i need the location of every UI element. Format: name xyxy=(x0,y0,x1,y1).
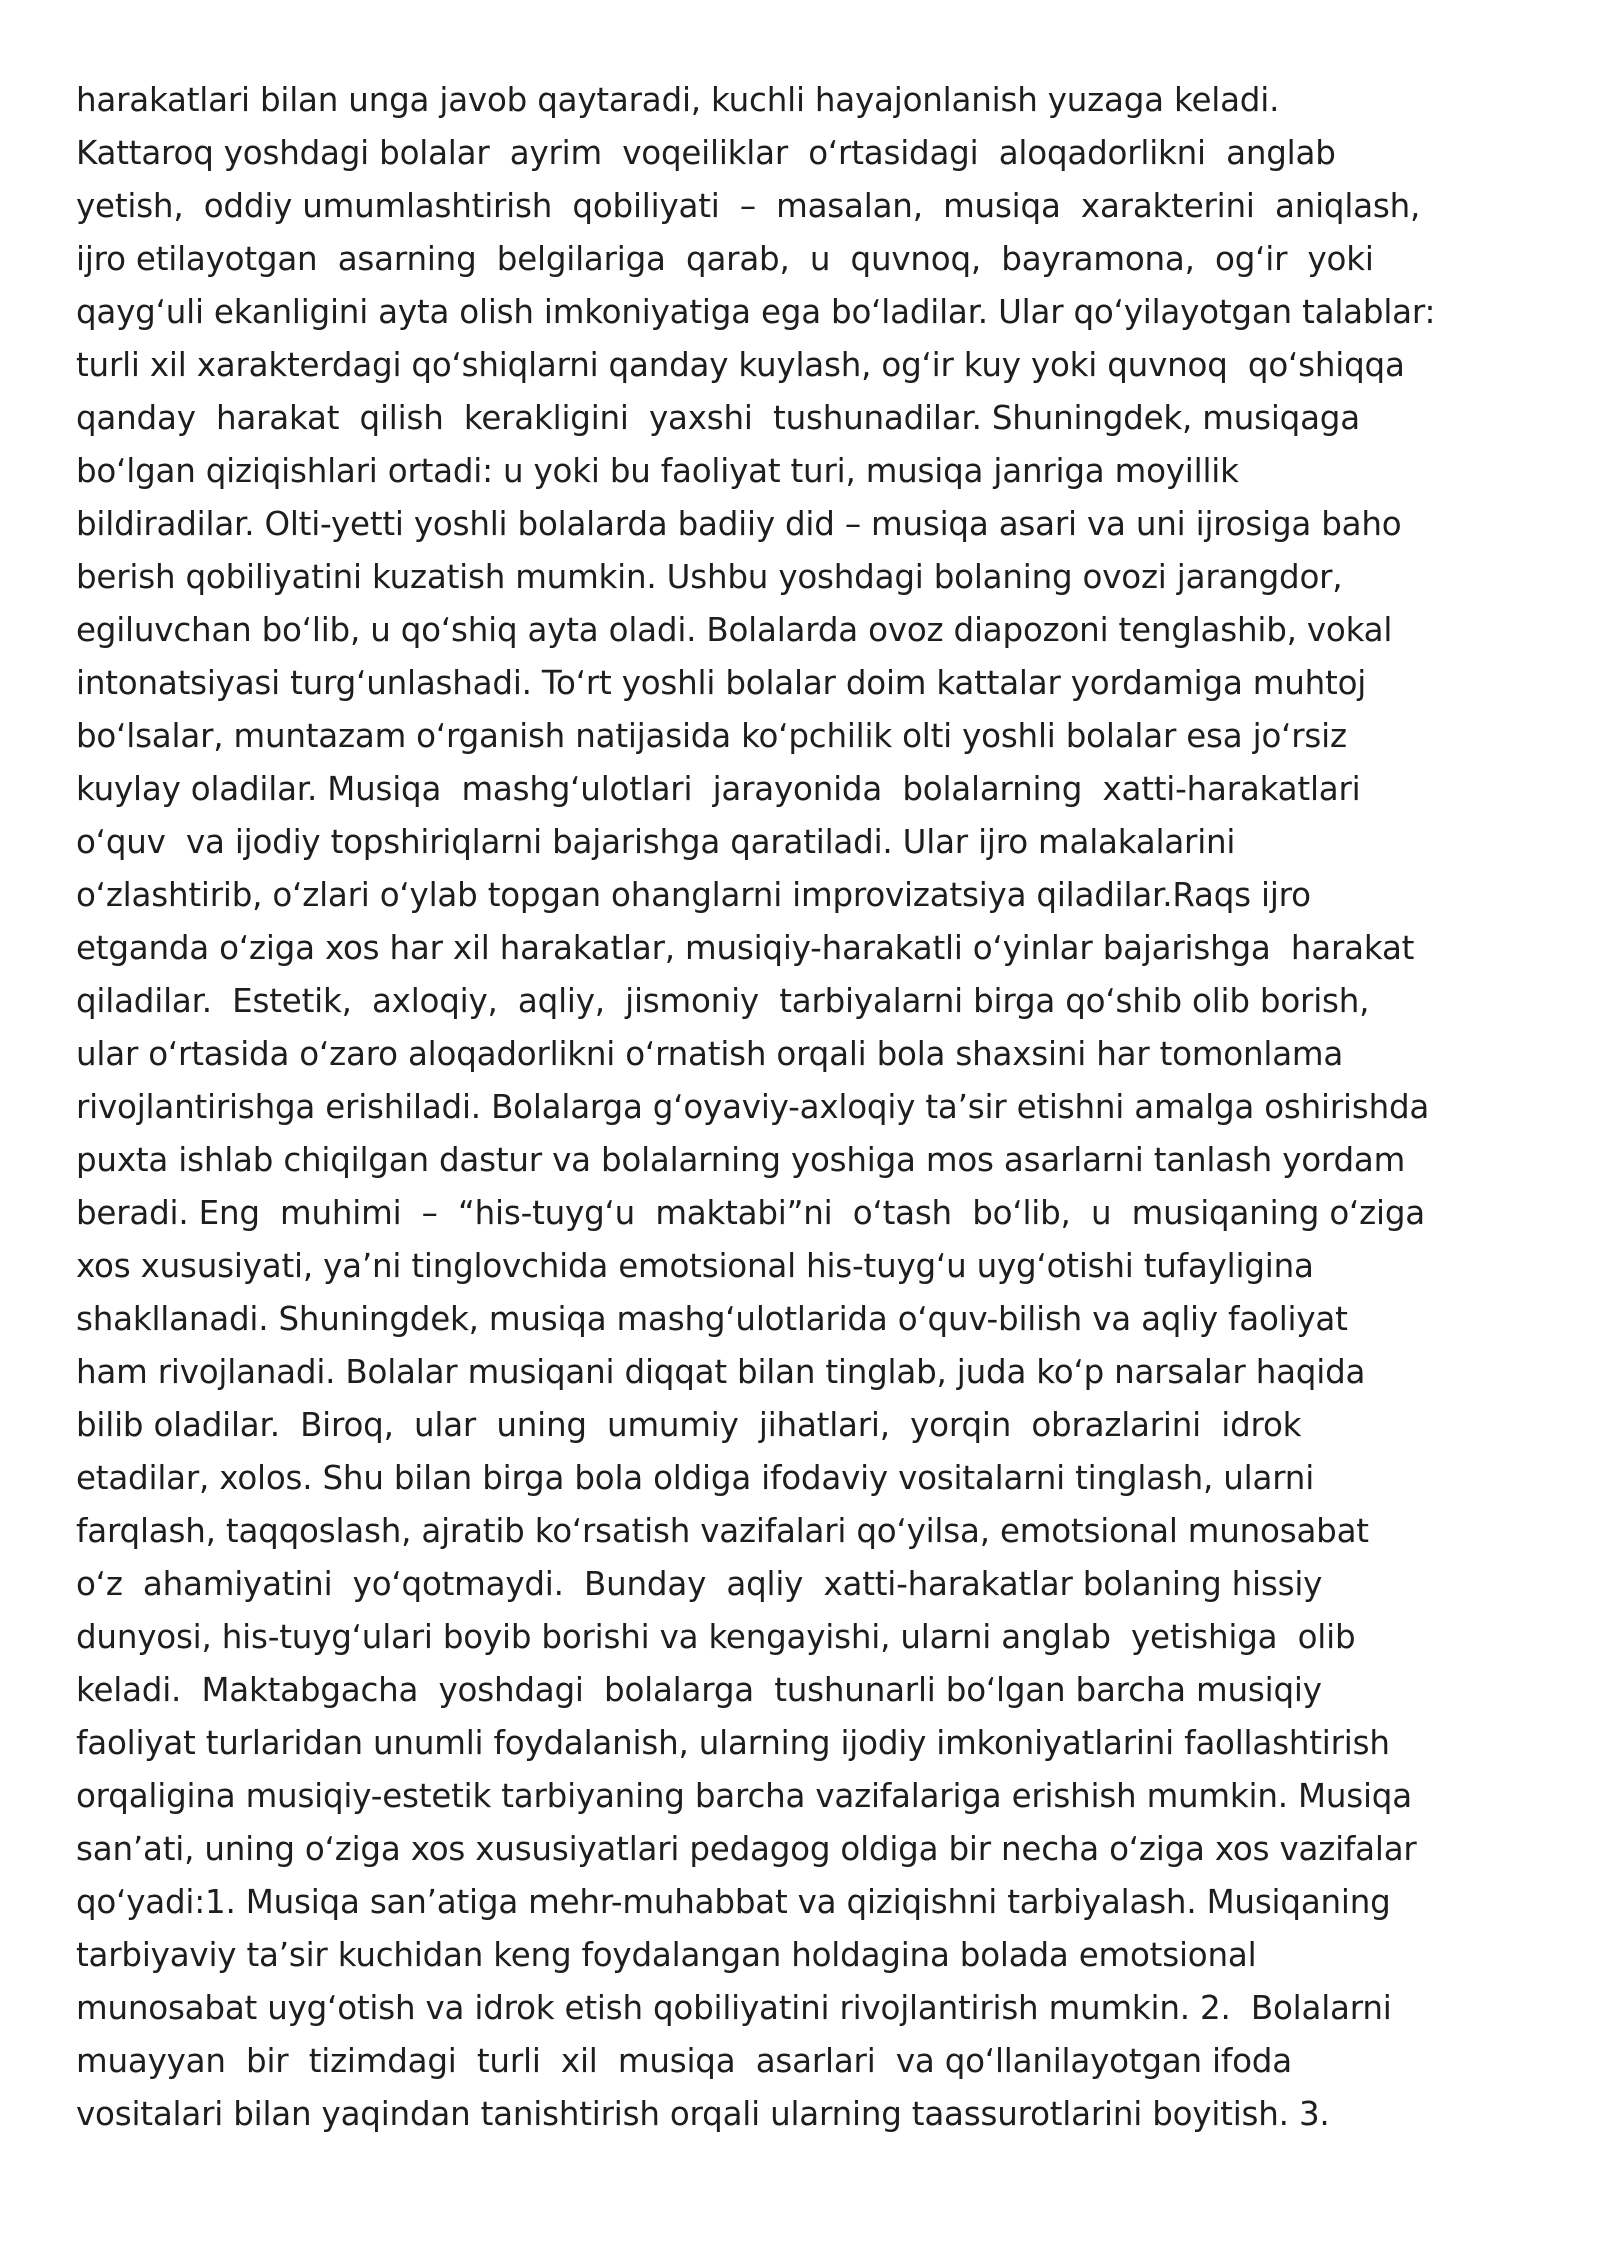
text-line: ular o‘rtasida o‘zaro aloqadorlikni o‘rnatish orqali bola shaxsini har tomonlama xyxy=(76,1035,1344,1073)
text-line: shakllanadi. Shuningdek, musiqa mashg‘ulotlarida o‘quv-bilish va aqliy faoliyat xyxy=(76,1300,1348,1338)
text-line: farqlash, taqqoslash, ajratib ko‘rsatish vazifalari qo‘yilsa, emotsional munosabat xyxy=(76,1512,1369,1550)
document-page xyxy=(76,74,1546,2141)
text-line: muayyan bir tizimdagi turli xil musiqa asarlari va qo‘llanilayotgan ifoda xyxy=(76,2042,1292,2080)
text-line: intonatsiyasi turg‘unlashadi. To‘rt yoshli bolalar doim kattalar yordamiga muhtoj xyxy=(76,664,1367,702)
text-line: Kattaroq yoshdagi bolalar ayrim voqeiliklar o‘rtasidagi aloqadorlikni anglab xyxy=(76,134,1336,172)
text-line: bildiradilar. Olti-yetti yoshli bolalarda badiiy did – musiqa asari va uni ijrosiga baho xyxy=(76,505,1402,543)
text-line: turli xil xarakterdagi qo‘shiqlarni qanday kuylash, og‘ir kuy yoki quvnoq qo‘shiqqa xyxy=(76,346,1405,384)
text-line: qiladilar. Estetik, axloqiy, aqliy, jismoniy tarbiyalarni birga qo‘shib olib borish, xyxy=(76,982,1370,1020)
text-line: dunyosi, his-tuyg‘ulari boyib borishi va kengayishi, ularni anglab yetishiga olib xyxy=(76,1618,1356,1656)
text-line: etadilar, xolos. Shu bilan birga bola oldiga ifodaviy vositalarni tinglash, ularni xyxy=(76,1459,1315,1497)
text-line: berish qobiliyatini kuzatish mumkin. Ushbu yoshdagi bolaning ovozi jarangdor, xyxy=(76,558,1343,596)
text-line: kuylay oladilar. Musiqa mashg‘ulotlari jarayonida bolalarning xatti-harakatlari xyxy=(76,770,1361,808)
text-line: ijro etilayotgan asarning belgilariga qarab, u quvnoq, bayramona, og‘ir yoki xyxy=(76,240,1374,278)
text-line: qanday harakat qilish kerakligini yaxshi tushunadilar. Shuningdek, musiqaga xyxy=(76,399,1360,437)
text-line: ham rivojlanadi. Bolalar musiqani diqqat bilan tinglab, juda ko‘p narsalar haqida xyxy=(76,1353,1366,1391)
text-line: bo‘lsalar, muntazam o‘rganish natijasida ko‘pchilik olti yoshli bolalar esa jo‘rsiz xyxy=(76,717,1347,755)
text-line: munosabat uyg‘otish va idrok etish qobiliyatini rivojlantirish mumkin. 2. Bolalarni xyxy=(76,1989,1392,2027)
text-line: bilib oladilar. Biroq, ular uning umumiy jihatlari, yorqin obrazlarini idrok xyxy=(76,1406,1302,1444)
text-line: san’ati, uning o‘ziga xos xususiyatlari pedagog oldiga bir necha o‘ziga xos vazifalar xyxy=(76,1830,1417,1868)
text-line: yetish, oddiy umumlashtirish qobiliyati – masalan, musiqa xarakterini aniqlash, xyxy=(76,187,1421,225)
text-line: bo‘lgan qiziqishlari ortadi: u yoki bu faoliyat turi, musiqa janriga moyillik xyxy=(76,452,1239,490)
text-line: beradi. Eng muhimi – “his-tuyg‘u maktabi”ni o‘tash bo‘lib, u musiqaning o‘ziga xyxy=(76,1194,1426,1232)
text-line: etganda o‘ziga xos har xil harakatlar, musiqiy-harakatli o‘yinlar bajarishga harakat xyxy=(76,929,1415,967)
text-line: puxta ishlab chiqilgan dastur va bolalarning yoshiga mos asarlarni tanlash yordam xyxy=(76,1141,1406,1179)
text-line: o‘quv va ijodiy topshiriqlarni bajarishga qaratiladi. Ular ijro malakalarini xyxy=(76,823,1236,861)
text-line: rivojlantirishga erishiladi. Bolalarga g‘oyaviy-axloqiy ta’sir etishni amalga oshirishda xyxy=(76,1088,1430,1126)
text-line: tarbiyaviy ta’sir kuchidan keng foydalangan holdagina bolada emotsional xyxy=(76,1936,1257,1974)
text-line: harakatlari bilan unga javob qaytaradi, kuchli hayajonlanish yuzaga keladi. xyxy=(76,81,1280,119)
text-line: qayg‘uli ekanligini ayta olish imkoniyatiga ega bo‘ladilar. Ular qo‘yilayotgan talablar: xyxy=(76,293,1436,331)
text-line: xos xususiyati, ya’ni tinglovchida emotsional his-tuyg‘u uyg‘otishi tufayligina xyxy=(76,1247,1314,1285)
text-line: o‘zlashtirib, o‘zlari o‘ylab topgan ohanglarni improvizatsiya qiladilar.Raqs ijro xyxy=(76,876,1311,914)
text-line: egiluvchan bo‘lib, u qo‘shiq ayta oladi. Bolalarda ovoz diapozoni tenglashib, vokal xyxy=(76,611,1393,649)
text-line: vositalari bilan yaqindan tanishtirish orqali ularning taassurotlarini boyitish. 3. xyxy=(76,2095,1330,2133)
text-line: faoliyat turlaridan unumli foydalanish, ularning ijodiy imkoniyatlarini faollashtirish xyxy=(76,1724,1390,1762)
text-line: o‘z ahamiyatini yo‘qotmaydi. Bunday aqliy xatti-harakatlar bolaning hissiy xyxy=(76,1565,1323,1603)
text-line: orqaligina musiqiy-estetik tarbiyaning barcha vazifalariga erishish mumkin. Musiqa xyxy=(76,1777,1412,1815)
text-line: qo‘yadi:1. Musiqa san’atiga mehr-muhabbat va qiziqishni tarbiyalash. Musiqaning xyxy=(76,1883,1391,1921)
text-line: keladi. Maktabgacha yoshdagi bolalarga tushunarli bo‘lgan barcha musiqiy xyxy=(76,1671,1322,1709)
